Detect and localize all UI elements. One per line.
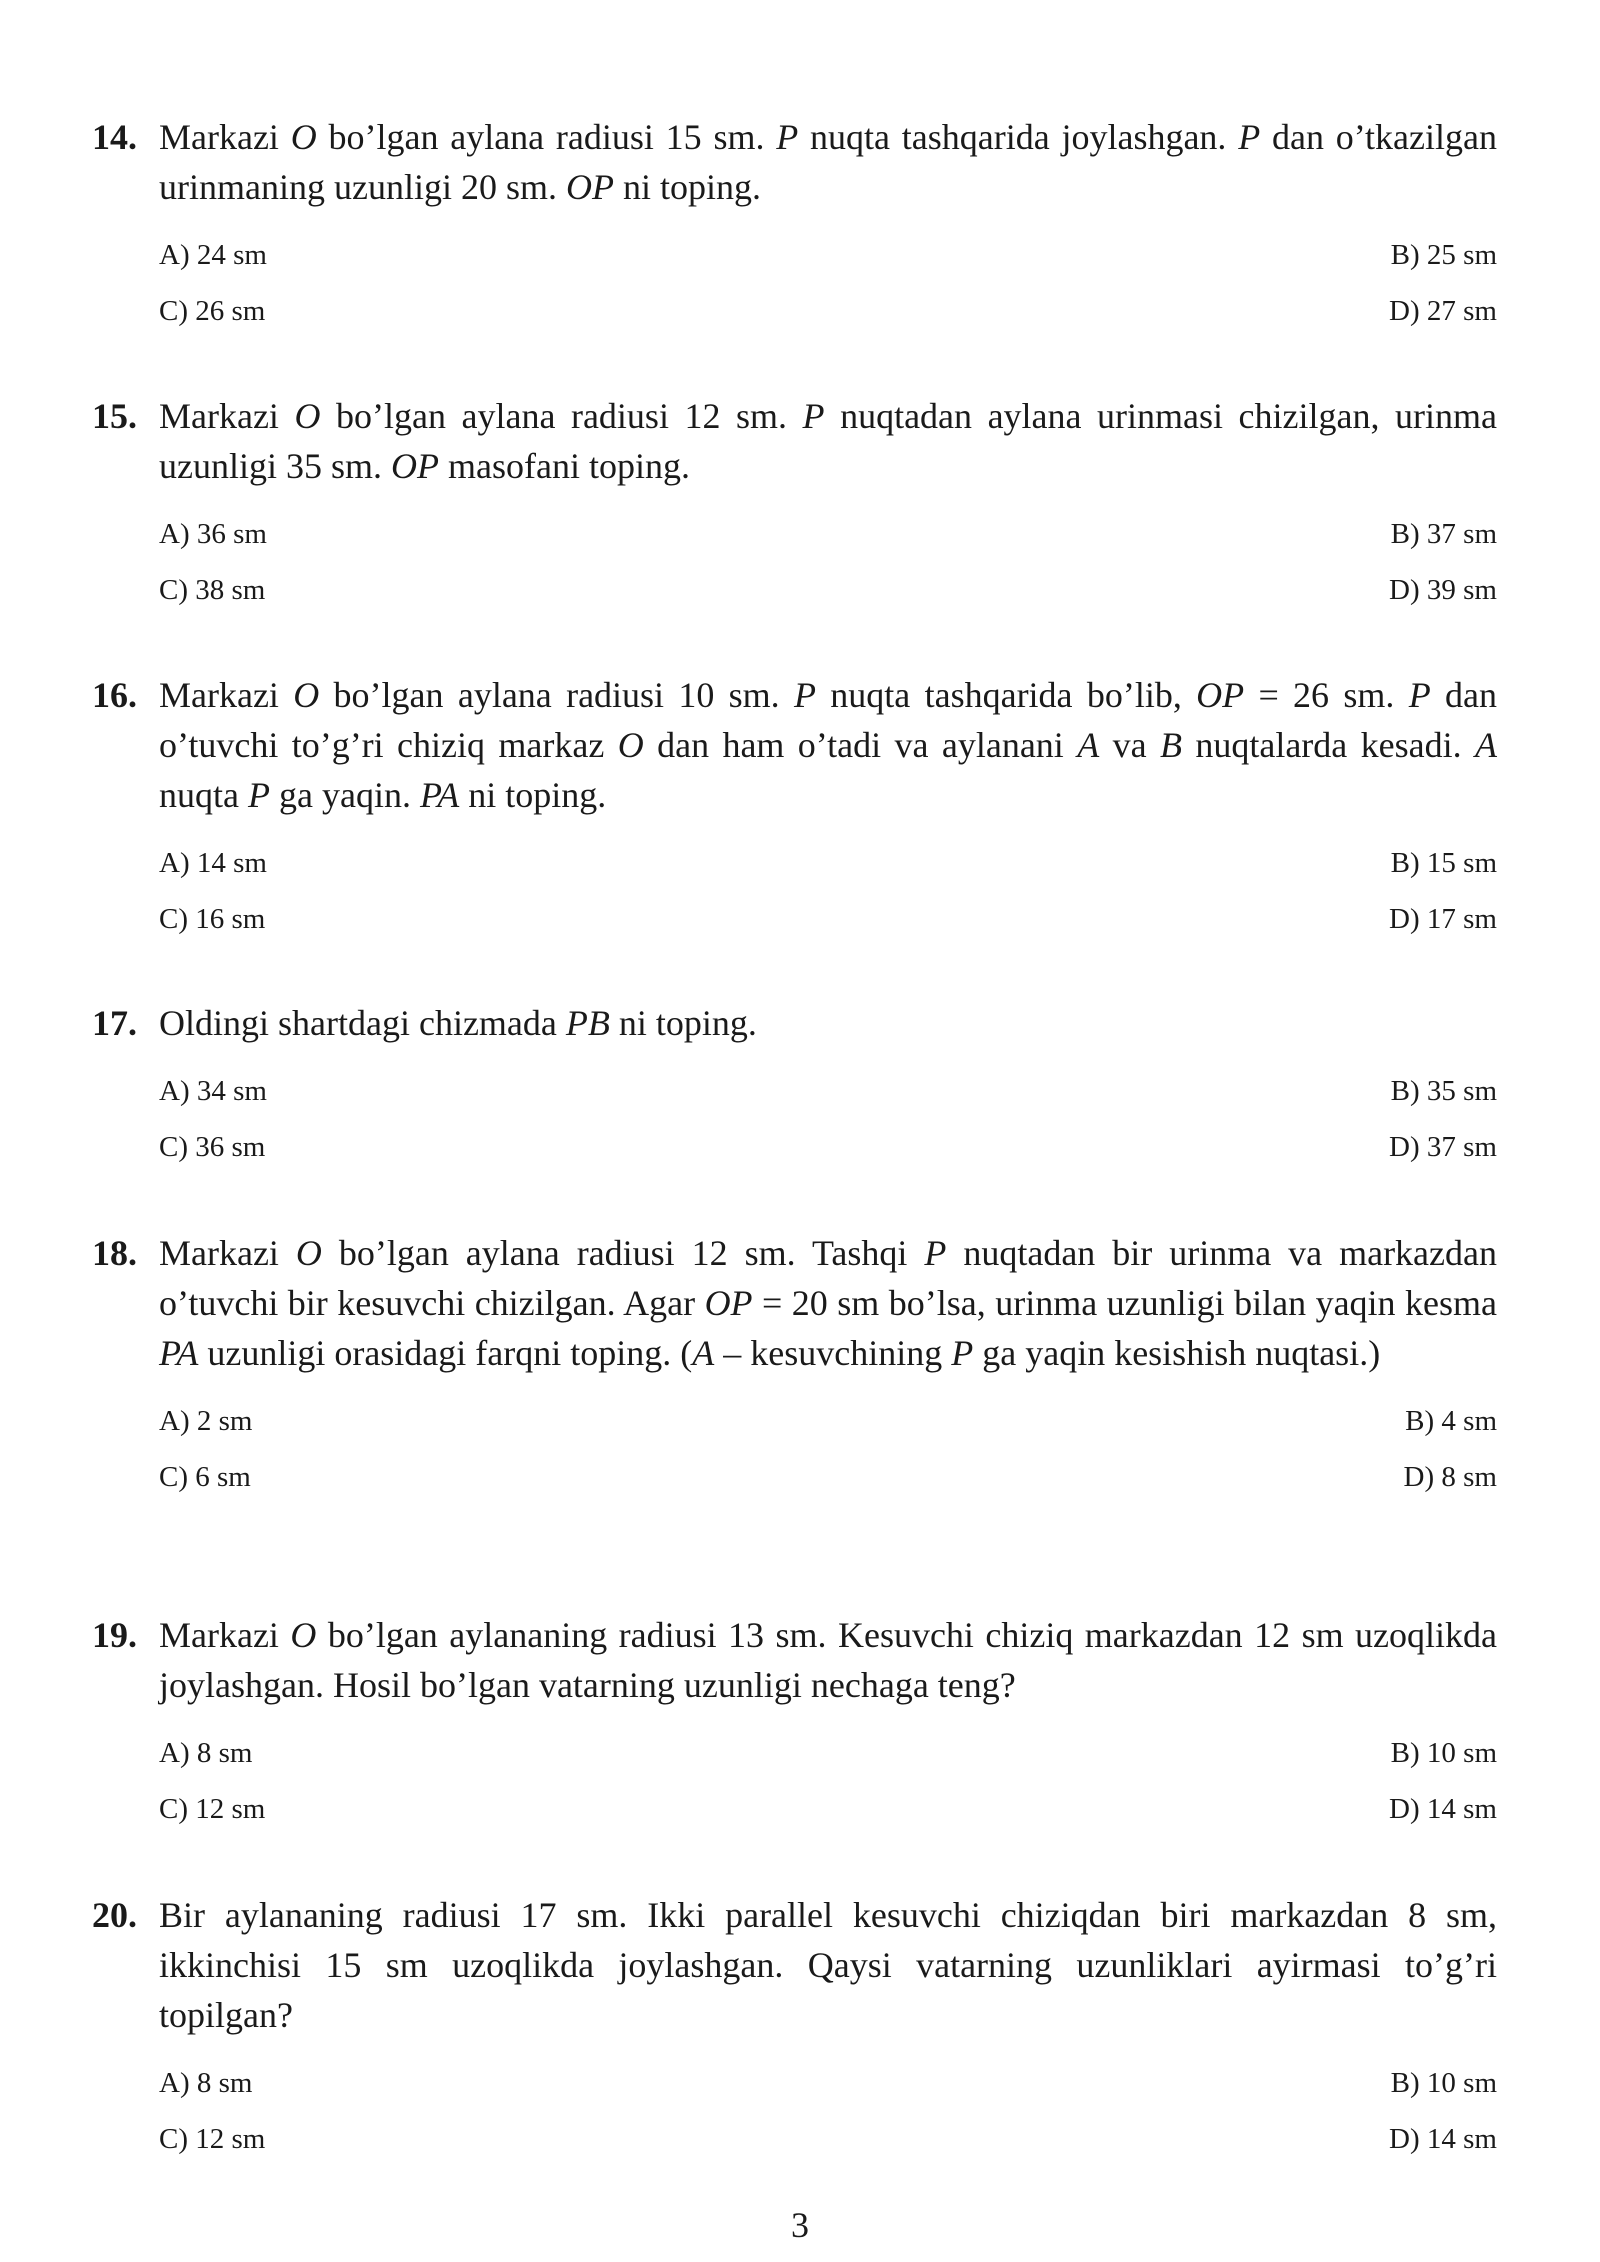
text: ga yaqin kesishish nuqtasi.): [973, 1333, 1381, 1373]
question-text: [159, 391, 1497, 491]
math-var: P: [1238, 117, 1261, 157]
text: Markazi: [159, 675, 294, 715]
math-var: P: [1408, 675, 1431, 715]
math-var: B: [1159, 725, 1182, 765]
option-b[interactable]: B) 10 sm: [1390, 1737, 1497, 1769]
math-var: P: [802, 396, 825, 436]
question-text: [159, 112, 1497, 212]
question-number: 17.: [92, 1003, 137, 1043]
text: = 20 sm bo’lsa, urinma uzunligi bilan yaqin kesma: [752, 1283, 1497, 1323]
text: va: [1099, 725, 1160, 765]
math-var: OP: [1196, 675, 1245, 715]
answer-options: [159, 506, 1497, 618]
option-b[interactable]: B) 25 sm: [1390, 239, 1497, 271]
question-number: 16.: [92, 675, 137, 715]
option-b[interactable]: B) 4 sm: [1405, 1405, 1497, 1437]
question-number: 19.: [92, 1615, 137, 1655]
text: bo’lgan aylana radiusi 12 sm. Tashqi: [321, 1233, 925, 1273]
option-a[interactable]: A) 2 sm: [159, 1405, 253, 1437]
option-d[interactable]: D) 37 sm: [1389, 1131, 1497, 1163]
math-var: O: [294, 396, 321, 436]
option-c[interactable]: C) 12 sm: [159, 2123, 266, 2155]
question-16: [92, 670, 1497, 947]
text: = 26 sm.: [1244, 675, 1409, 715]
question-text: [159, 998, 1497, 1048]
option-b[interactable]: B) 10 sm: [1390, 2067, 1497, 2099]
option-c[interactable]: C) 26 sm: [159, 295, 266, 327]
question-14: [92, 112, 1497, 339]
math-var: P: [794, 675, 816, 715]
text: ni toping.: [459, 775, 607, 815]
option-d[interactable]: D) 39 sm: [1389, 574, 1497, 606]
option-c[interactable]: C) 38 sm: [159, 574, 266, 606]
text: nuqta: [159, 775, 248, 815]
math-var: PA: [159, 1333, 199, 1373]
question-number: 14.: [92, 117, 137, 157]
text: Bir aylananing radiusi 17 sm. Ikki parallel kesuvchi chiziqdan biri markazdan 8 sm, ikkinchisi 15 sm uzoqlikda joylashgan. Qaysi vatarning uzunliklari ayirmasi to’g’ri topilgan?: [159, 1895, 1497, 2035]
question-19: [92, 1610, 1497, 1837]
answer-options: [159, 2055, 1497, 2167]
option-a[interactable]: A) 14 sm: [159, 847, 267, 879]
question-15: [92, 391, 1497, 618]
question-number: 15.: [92, 396, 137, 436]
math-var: OP: [704, 1283, 753, 1323]
text: nuqtalarda kesadi.: [1181, 725, 1475, 765]
answer-options: [159, 835, 1497, 947]
text: masofani toping.: [439, 446, 690, 486]
math-var: A: [692, 1333, 715, 1373]
option-b[interactable]: B) 35 sm: [1390, 1075, 1497, 1107]
option-c[interactable]: C) 36 sm: [159, 1131, 266, 1163]
math-var: OP: [391, 446, 439, 486]
math-var: A: [1077, 725, 1100, 765]
text: dan o’tkazilgan urinmaning uzunligi 20 sm.: [159, 117, 1497, 207]
text: Markazi: [159, 1615, 291, 1655]
question-20: [92, 1890, 1497, 2167]
text: dan ham o’tadi va aylanani: [643, 725, 1078, 765]
page-number: 3: [791, 2205, 809, 2245]
text: Markazi: [159, 396, 295, 436]
option-a[interactable]: A) 36 sm: [159, 518, 267, 550]
text: bo’lgan aylana radiusi 15 sm.: [316, 117, 777, 157]
question-17: [92, 998, 1497, 1175]
text: dan o’tuvchi to’g’ri chiziq markaz: [159, 675, 1497, 765]
option-c[interactable]: C) 16 sm: [159, 903, 266, 935]
question-number: 20.: [92, 1895, 137, 1935]
question-text: [159, 670, 1497, 820]
answer-options: [159, 1725, 1497, 1837]
math-var: P: [247, 775, 270, 815]
text: – kesuvchining: [714, 1333, 952, 1373]
option-d[interactable]: D) 17 sm: [1389, 903, 1497, 935]
math-var: O: [617, 725, 644, 765]
text: ni toping.: [609, 1003, 757, 1043]
text: nuqta tashqarida bo’lib,: [816, 675, 1197, 715]
math-var: PB: [565, 1003, 610, 1043]
text: nuqtadan aylana urinmasi chizilgan, urinma uzunligi 35 sm.: [159, 396, 1497, 486]
question-18: [92, 1228, 1497, 1505]
option-a[interactable]: A) 8 sm: [159, 2067, 253, 2099]
text: nuqta tashqarida joylashgan.: [798, 117, 1239, 157]
answer-options: [159, 1393, 1497, 1505]
option-a[interactable]: A) 8 sm: [159, 1737, 253, 1769]
text: ga yaqin.: [269, 775, 420, 815]
text: nuqtadan bir urinma va markazdan o’tuvchi bir kesuvchi chizilgan. Agar: [159, 1233, 1497, 1323]
option-c[interactable]: C) 12 sm: [159, 1793, 266, 1825]
math-var: OP: [565, 167, 614, 207]
text: uzunligi orasidagi farqni toping. (: [198, 1333, 693, 1373]
math-var: P: [951, 1333, 974, 1373]
option-c[interactable]: C) 6 sm: [159, 1461, 251, 1493]
option-d[interactable]: D) 27 sm: [1389, 295, 1497, 327]
option-d[interactable]: D) 14 sm: [1389, 2123, 1497, 2155]
math-var: P: [924, 1233, 947, 1273]
text: bo’lgan aylananing radiusi 13 sm. Kesuvchi chiziq markazdan 12 sm uzoqlikda joylashgan. Hosil bo’lgan vatarning uzunligi nechaga teng?: [159, 1615, 1497, 1705]
question-text: [159, 1890, 1497, 2040]
text: bo’lgan aylana radiusi 12 sm.: [320, 396, 803, 436]
math-var: O: [290, 1615, 317, 1655]
question-text: [159, 1610, 1497, 1710]
text: bo’lgan aylana radiusi 10 sm.: [319, 675, 794, 715]
question-text: [159, 1228, 1497, 1378]
math-var: A: [1475, 725, 1497, 765]
math-var: O: [293, 675, 320, 715]
answer-options: [159, 227, 1497, 339]
math-var: PA: [419, 775, 460, 815]
math-var: O: [290, 117, 317, 157]
option-a[interactable]: A) 34 sm: [159, 1075, 267, 1107]
option-a[interactable]: A) 24 sm: [159, 239, 267, 271]
text: Oldingi shartdagi chizmada: [159, 1003, 566, 1043]
math-var: O: [295, 1233, 322, 1273]
text: ni toping.: [613, 167, 761, 207]
option-b[interactable]: B) 15 sm: [1390, 847, 1497, 879]
math-var: P: [776, 117, 799, 157]
option-b[interactable]: B) 37 sm: [1390, 518, 1497, 550]
answer-options: [159, 1063, 1497, 1175]
question-number: 18.: [92, 1233, 137, 1273]
text: Markazi: [159, 117, 291, 157]
option-d[interactable]: D) 14 sm: [1389, 1793, 1497, 1825]
option-d[interactable]: D) 8 sm: [1403, 1461, 1497, 1493]
text: Markazi: [159, 1233, 296, 1273]
